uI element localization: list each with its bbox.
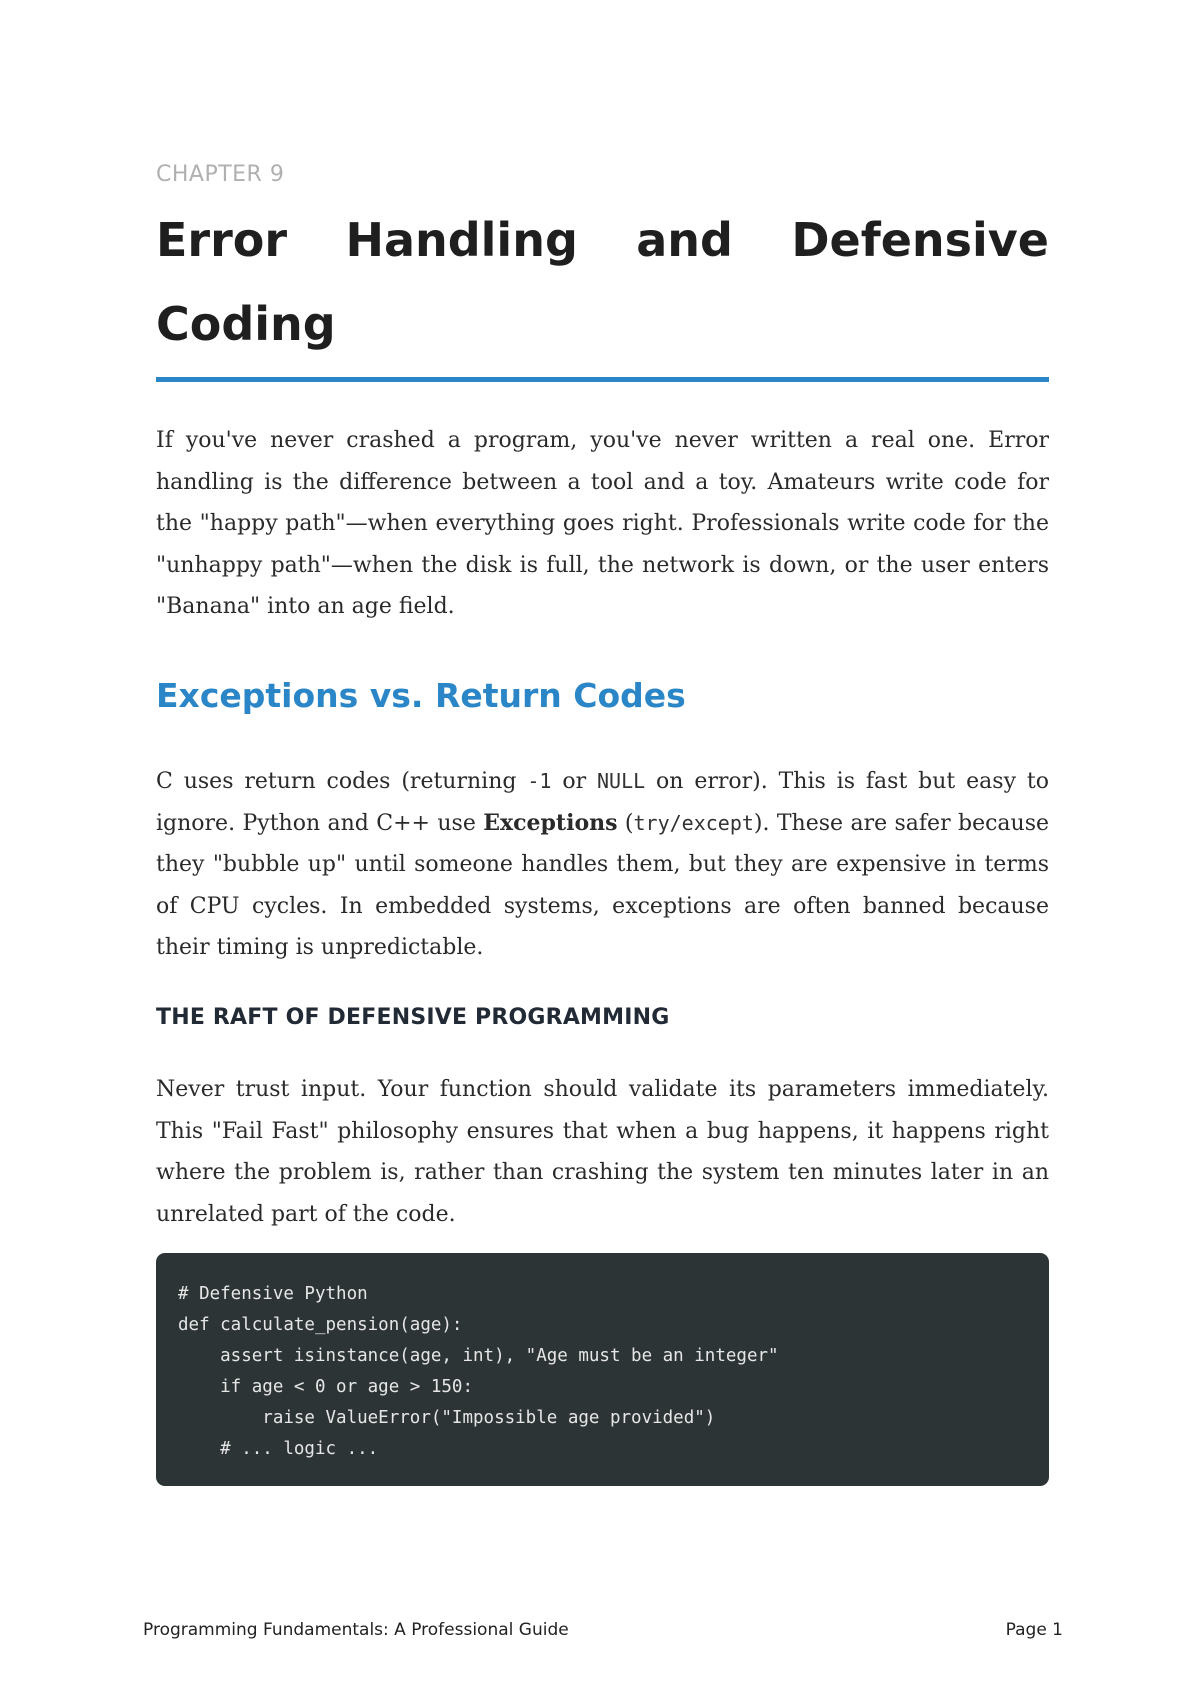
chapter-label: CHAPTER 9 bbox=[156, 162, 285, 187]
code-block bbox=[156, 1253, 1049, 1486]
text-run: or bbox=[551, 769, 597, 794]
footer-page-number: Page 1 bbox=[1005, 1620, 1063, 1640]
defensive-paragraph: Never trust input. Your function should validate its parameters immediately. This "Fail Fast" philosophy ensures that when a bug happens, it happens right where the problem is, rather than crashing the system ten minutes later in an unrelated part of the code. bbox=[156, 1077, 1049, 1227]
text-run: C uses return codes (returning bbox=[156, 769, 528, 794]
text-run: ). These are safer because they "bubble up" until someone handles them, but they are expensive in terms of CPU cycles. In embedded systems, exceptions are often banned because their timing is unpredictable. bbox=[156, 810, 1050, 960]
code-content: # Defensive Python def calculate_pension(age): assert isinstance(age, int), "Age must be an integer" if age < 0 or age > 150: raise ValueError("Impossible age provided") # ... logic ... bbox=[178, 1284, 779, 1459]
inline-code-null: NULL bbox=[596, 769, 646, 793]
title-divider bbox=[156, 377, 1049, 382]
chapter-title: Error Handling and Defensive Coding bbox=[156, 213, 1049, 351]
inline-code-try-except: try/except bbox=[633, 810, 754, 835]
text-run: on error). This is fast but easy to ignore. Python and C++ use bbox=[156, 769, 1049, 836]
section-heading-exceptions: Exceptions vs. Return Codes bbox=[156, 676, 686, 715]
intro-paragraph: If you've never crashed a program, you've never written a real one. Error handling is the difference between a tool and a toy. Amateurs write code for the "happy path"—when everything goes right. Professionals write code for the "unhappy path"—when the disk is full, the network is down, or the user enters "Banana" into an age field. bbox=[156, 428, 1049, 619]
text-run: ( bbox=[617, 810, 634, 836]
exceptions-paragraph bbox=[156, 761, 1049, 969]
inline-code-neg1: -1 bbox=[527, 769, 552, 793]
bold-exceptions: Exceptions bbox=[483, 809, 618, 836]
footer-book-title: Programming Fundamentals: A Professional Guide bbox=[143, 1620, 569, 1640]
subheading-defensive-programming: THE RAFT OF DEFENSIVE PROGRAMMING bbox=[156, 1005, 670, 1030]
